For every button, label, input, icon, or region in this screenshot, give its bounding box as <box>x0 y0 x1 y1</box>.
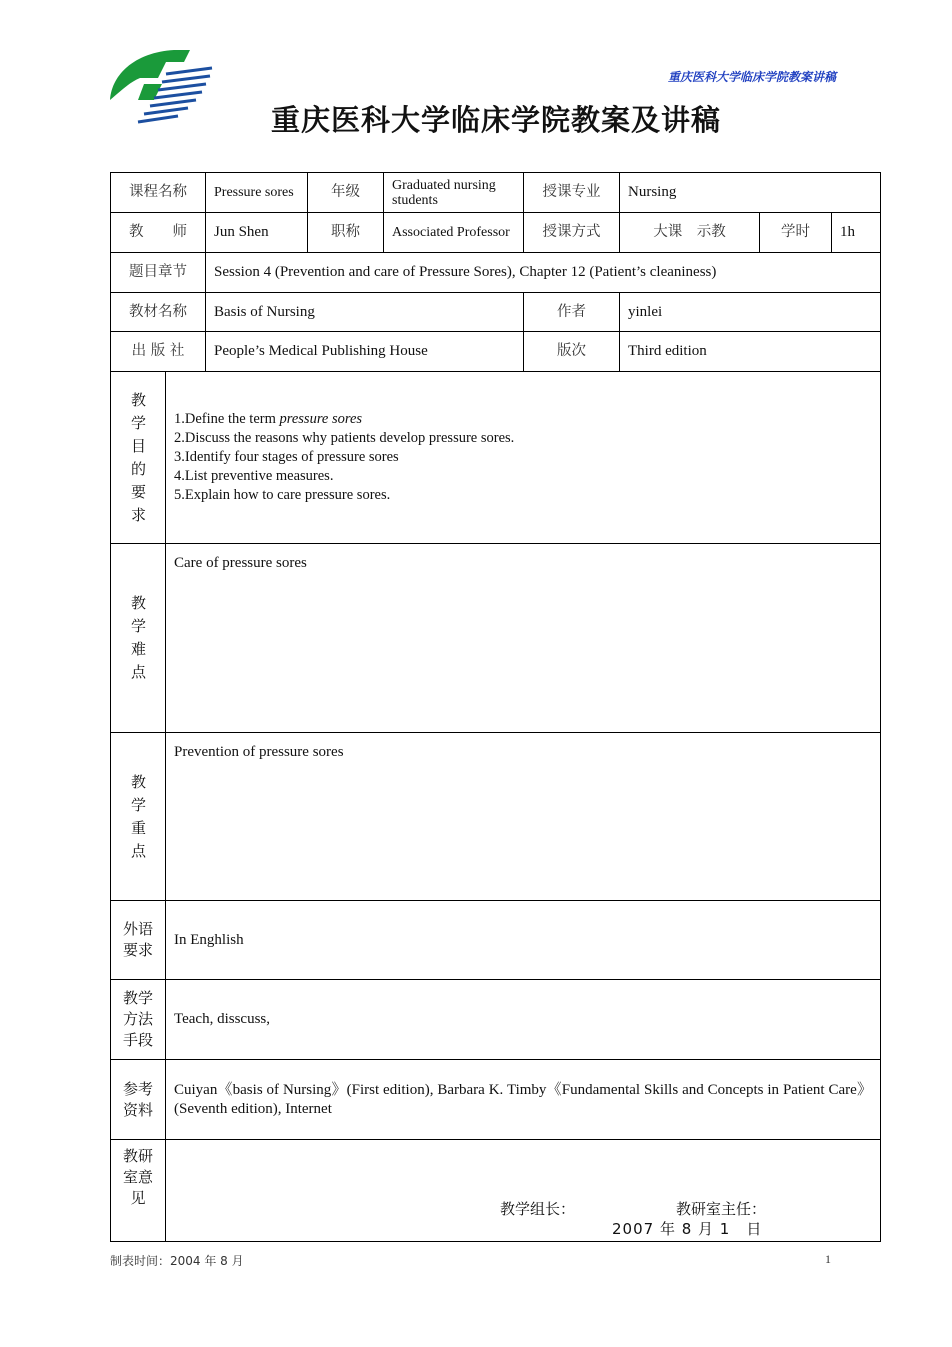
opinion-label: 教研室意见 <box>111 1140 166 1242</box>
grade-value: Graduated nursing students <box>384 173 524 213</box>
chapter-value: Session 4 (Prevention and care of Pressure Sores), Chapter 12 (Patient’s cleaniness) <box>206 253 881 293</box>
chapter-label: 题目章节 <box>111 253 206 293</box>
method-value: 大课 示教 <box>620 213 760 253</box>
row-publisher <box>111 332 881 372</box>
hours-label: 学时 <box>760 213 832 253</box>
means-label: 教学方法手段 <box>111 980 166 1060</box>
major-label: 授课专业 <box>524 173 620 213</box>
opinion-area <box>166 1140 881 1242</box>
difficulty-value: Care of pressure sores <box>166 544 881 733</box>
hours-value: 1h <box>832 213 881 253</box>
publisher-value: People’s Medical Publishing House <box>206 332 524 372</box>
document-title: 重庆医科大学临床学院教案及讲稿 <box>270 103 721 137</box>
major-value: Nursing <box>620 173 881 213</box>
row-objectives <box>111 372 881 544</box>
textbook-value: Basis of Nursing <box>206 293 524 332</box>
key-points-label: 教学重点 <box>111 733 166 901</box>
edition-value: Third edition <box>620 332 881 372</box>
objective-item-5: 5.Explain how to care pressure sores. <box>174 487 391 503</box>
page-number: 1 <box>825 1252 831 1266</box>
teacher-value: Jun Shen <box>206 213 308 253</box>
language-value: In Enghlish <box>166 901 881 980</box>
teacher-label: 教 师 <box>111 213 206 253</box>
made-time: 制表时间：2004 年 8 月 <box>110 1254 244 1268</box>
header-note: 重庆医科大学临床学院教案讲稿 <box>667 70 836 84</box>
course-name-value: Pressure sores <box>206 173 308 213</box>
row-key-points <box>111 733 881 901</box>
sign-date: 2007 年 8 月 1 日 <box>612 1220 763 1238</box>
group-leader-label: 教学组长： <box>500 1200 576 1218</box>
lesson-plan-form <box>110 172 881 1242</box>
edition-label: 版次 <box>524 332 620 372</box>
director-label: 教研室主任： <box>676 1200 767 1218</box>
objectives-list <box>166 372 881 544</box>
objective-item-3: 3.Identify four stages of pressure sores <box>174 449 399 465</box>
row-opinion <box>111 1140 881 1242</box>
objective-item-4: 4.List preventive measures. <box>174 468 334 484</box>
difficulty-label: 教学难点 <box>111 544 166 733</box>
objective-item-1: 1.Define the term pressure sores <box>174 411 363 427</box>
row-teacher <box>111 213 881 253</box>
title-label: 职称 <box>308 213 384 253</box>
means-value: Teach, disscuss, <box>166 980 881 1060</box>
references-label: 参考资料 <box>111 1060 166 1140</box>
author-value: yinlei <box>620 293 881 332</box>
grade-label: 年级 <box>308 173 384 213</box>
textbook-label: 教材名称 <box>111 293 206 332</box>
method-label: 授课方式 <box>524 213 620 253</box>
row-difficulty <box>111 544 881 733</box>
row-course <box>111 173 881 213</box>
objective-item-2: 2.Discuss the reasons why patients develop pressure sores. <box>174 430 515 446</box>
row-language <box>111 901 881 980</box>
course-name-label: 课程名称 <box>111 173 206 213</box>
row-means <box>111 980 881 1060</box>
objectives-label: 教学目的要求 <box>111 372 166 544</box>
row-chapter <box>111 253 881 293</box>
author-label: 作者 <box>524 293 620 332</box>
row-references <box>111 1060 881 1140</box>
language-label: 外语要求 <box>111 901 166 980</box>
key-points-value: Prevention of pressure sores <box>166 733 881 901</box>
publisher-label: 出 版 社 <box>111 332 206 372</box>
references-value: Cuiyan《basis of Nursing》(First edition), Barbara K. Timby《Fundamental Skills and Concepts in Patient Care》(Seventh edition), Internet <box>166 1060 881 1140</box>
title-value: Associated Professor <box>384 213 524 253</box>
row-textbook <box>111 293 881 332</box>
